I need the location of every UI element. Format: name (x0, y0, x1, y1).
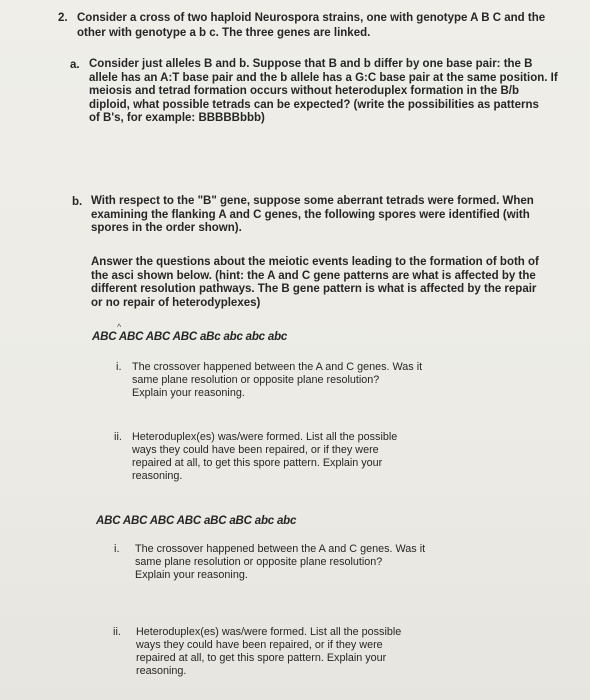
ascus-1-question-ii-number: ii. (114, 431, 122, 443)
ascus-2-question-i-number: i. (114, 543, 120, 555)
caret-mark: ^ (117, 322, 122, 332)
part-a-text: Consider just alleles B and b. Suppose that B and b differ by one base pair: the B allele has an A:T base pair and the b allele has a G:C base pair at the same position. If meiosis and tetrad formation occurs without heteroduplex formation in the B/b diploid, what possible tetrads can be expected? (write the possibilities as patterns of B's, for example: BBBBBbbb) (89, 58, 558, 125)
part-a-label: a. (70, 59, 80, 71)
question-number: 2. (58, 12, 68, 24)
ascus-2-spores: ABC ABC ABC ABC aBC aBC abc abc (96, 515, 297, 527)
ascus-1-spores: ABC ABC ABC ABC aBc abc abc abc (92, 331, 288, 343)
ascus-2-question-ii: Heteroduplex(es) was/were formed. List all the possible ways they could have been repaired, or if they were repaired at all, to get this spore pattern. Explain your reasoning. (136, 626, 402, 677)
ascus-2-question-i: The crossover happened between the A and C genes. Was it same plane resolution or opposite plane resolution? Explain your reasoning. (135, 543, 426, 581)
ascus-1-question-i-number: i. (116, 361, 122, 373)
part-b-text: With respect to the "B" gene, suppose some aberrant tetrads were formed. When examining the flanking A and C genes, the following spores were identified (with spores in the order shown). (91, 195, 534, 235)
question-2-text: Consider a cross of two haploid Neurospora strains, one with genotype A B C and the other with genotype a b c. The three genes are linked. (77, 12, 546, 39)
ascus-2-question-ii-number: ii. (113, 626, 121, 638)
part-b-label: b. (72, 196, 83, 208)
ascus-1-question-ii: Heteroduplex(es) was/were formed. List all the possible ways they could have been repaired, or if they were repaired at all, to get this spore pattern. Explain your reasoning. (132, 431, 398, 482)
part-b-instructions: Answer the questions about the meiotic events leading to the formation of both of the asci shown below. (hint: the A and C gene patterns are what is affected by the different resolution pathways. The B gene pattern is what is affected by the repair or no repair of heterodyplexes) (91, 256, 539, 309)
ascus-1-question-i: The crossover happened between the A and C genes. Was it same plane resolution or opposite plane resolution? Explain your reasoning. (132, 361, 423, 399)
